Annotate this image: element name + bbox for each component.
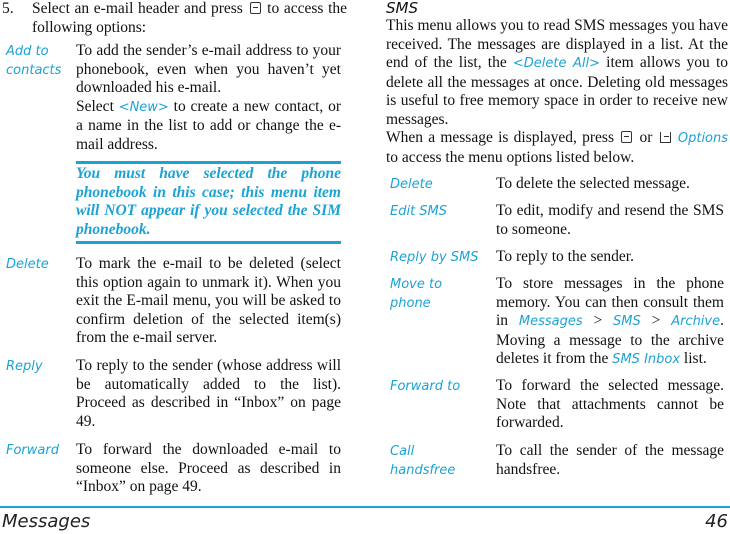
softkey-icon (660, 132, 671, 143)
page-number: 46 (705, 511, 728, 532)
option-label: Edit SMS (390, 204, 448, 219)
option-label: Call handsfree (390, 444, 456, 478)
option-text: To forward the selected message. Note that attachments cannot be forwarded. (496, 377, 724, 431)
sms-access: When a message is displayed, press or Options to access the menu options listed below. (386, 129, 729, 166)
path-messages: Messages (518, 314, 583, 329)
path-archive: Archive (671, 314, 721, 329)
step-text-after: to access the following options: (32, 0, 348, 36)
step-5 (2, 0, 347, 37)
option-text: To mark the e-mail to be deleted (select this option again to unmark it). When you exit the E-mail menu, you will be asked to confirm deletion of the selected item(s) from the e-mail server. (76, 255, 341, 346)
option-label: Delete (390, 177, 433, 192)
path-sms-inbox: SMS Inbox (612, 352, 681, 367)
option-text: To add the sender’s e-mail address to your phonebook, even when you haven’t yet downloaded his e-mail. (76, 42, 341, 96)
new-contact-link: <New> (118, 99, 169, 115)
section-heading: SMS (386, 0, 418, 17)
footer-rule (0, 506, 730, 508)
option-label: Delete (6, 257, 49, 272)
warning-note: You must have selected the phone phonebook in this case; this menu item will NOT appear if you selected the SIM phonebook. (76, 165, 341, 238)
option-text-before: Select (76, 97, 114, 115)
option-label: Forward (6, 443, 59, 458)
step-number: 5. (2, 0, 14, 17)
option-text: To reply to the sender. (496, 248, 634, 265)
path-sms: SMS (613, 314, 641, 329)
option-label: Move to phone (390, 277, 443, 311)
options-link: Options (677, 131, 729, 146)
option-text: To forward the downloaded e-mail to someone else. Proceed as described in “Inbox” on page 49. (76, 441, 341, 495)
option-text: To call the sender of the message handsfree. (496, 442, 724, 478)
ok-key-icon (621, 131, 632, 143)
warning-rule-bottom (76, 241, 341, 244)
option-text-after: to create a new contact, or a name in the list to add or change the e-mail address. (76, 97, 341, 153)
option-text: To delete the selected message. (496, 175, 690, 192)
option-text: To edit, modify and resend the SMS to someone. (496, 202, 724, 238)
sms-intro: This menu allows you to read SMS messages you have received. The messages are displayed in a list. At the end of the list, the <Delete All> item allows you to delete all the messages at once. Deleting old messages is useful to free memory space in order to receive new messages. (386, 17, 729, 128)
step-text-before: Select an e-mail header and press (32, 0, 243, 17)
option-text: To reply to the sender (whose address will be automatically added to the list). Proceed as described in “Inbox” on page 49. (76, 357, 341, 430)
footer-section-title: Messages (2, 511, 91, 532)
option-label: Reply by SMS (390, 250, 479, 265)
option-label: Add to contacts (6, 44, 62, 78)
option-label: Forward to (390, 379, 461, 394)
option-text: To store messages in the phone memory. You can then consult them in Messages > SMS > Archive. Moving a message to the archive deletes it from the SMS Inbox list. (496, 275, 724, 367)
sms-section (386, 0, 728, 167)
delete-all-link: <Delete All> (512, 56, 600, 71)
option-label: Reply (6, 359, 43, 374)
ok-key-icon (250, 2, 261, 14)
warning-rule-top (76, 161, 341, 164)
